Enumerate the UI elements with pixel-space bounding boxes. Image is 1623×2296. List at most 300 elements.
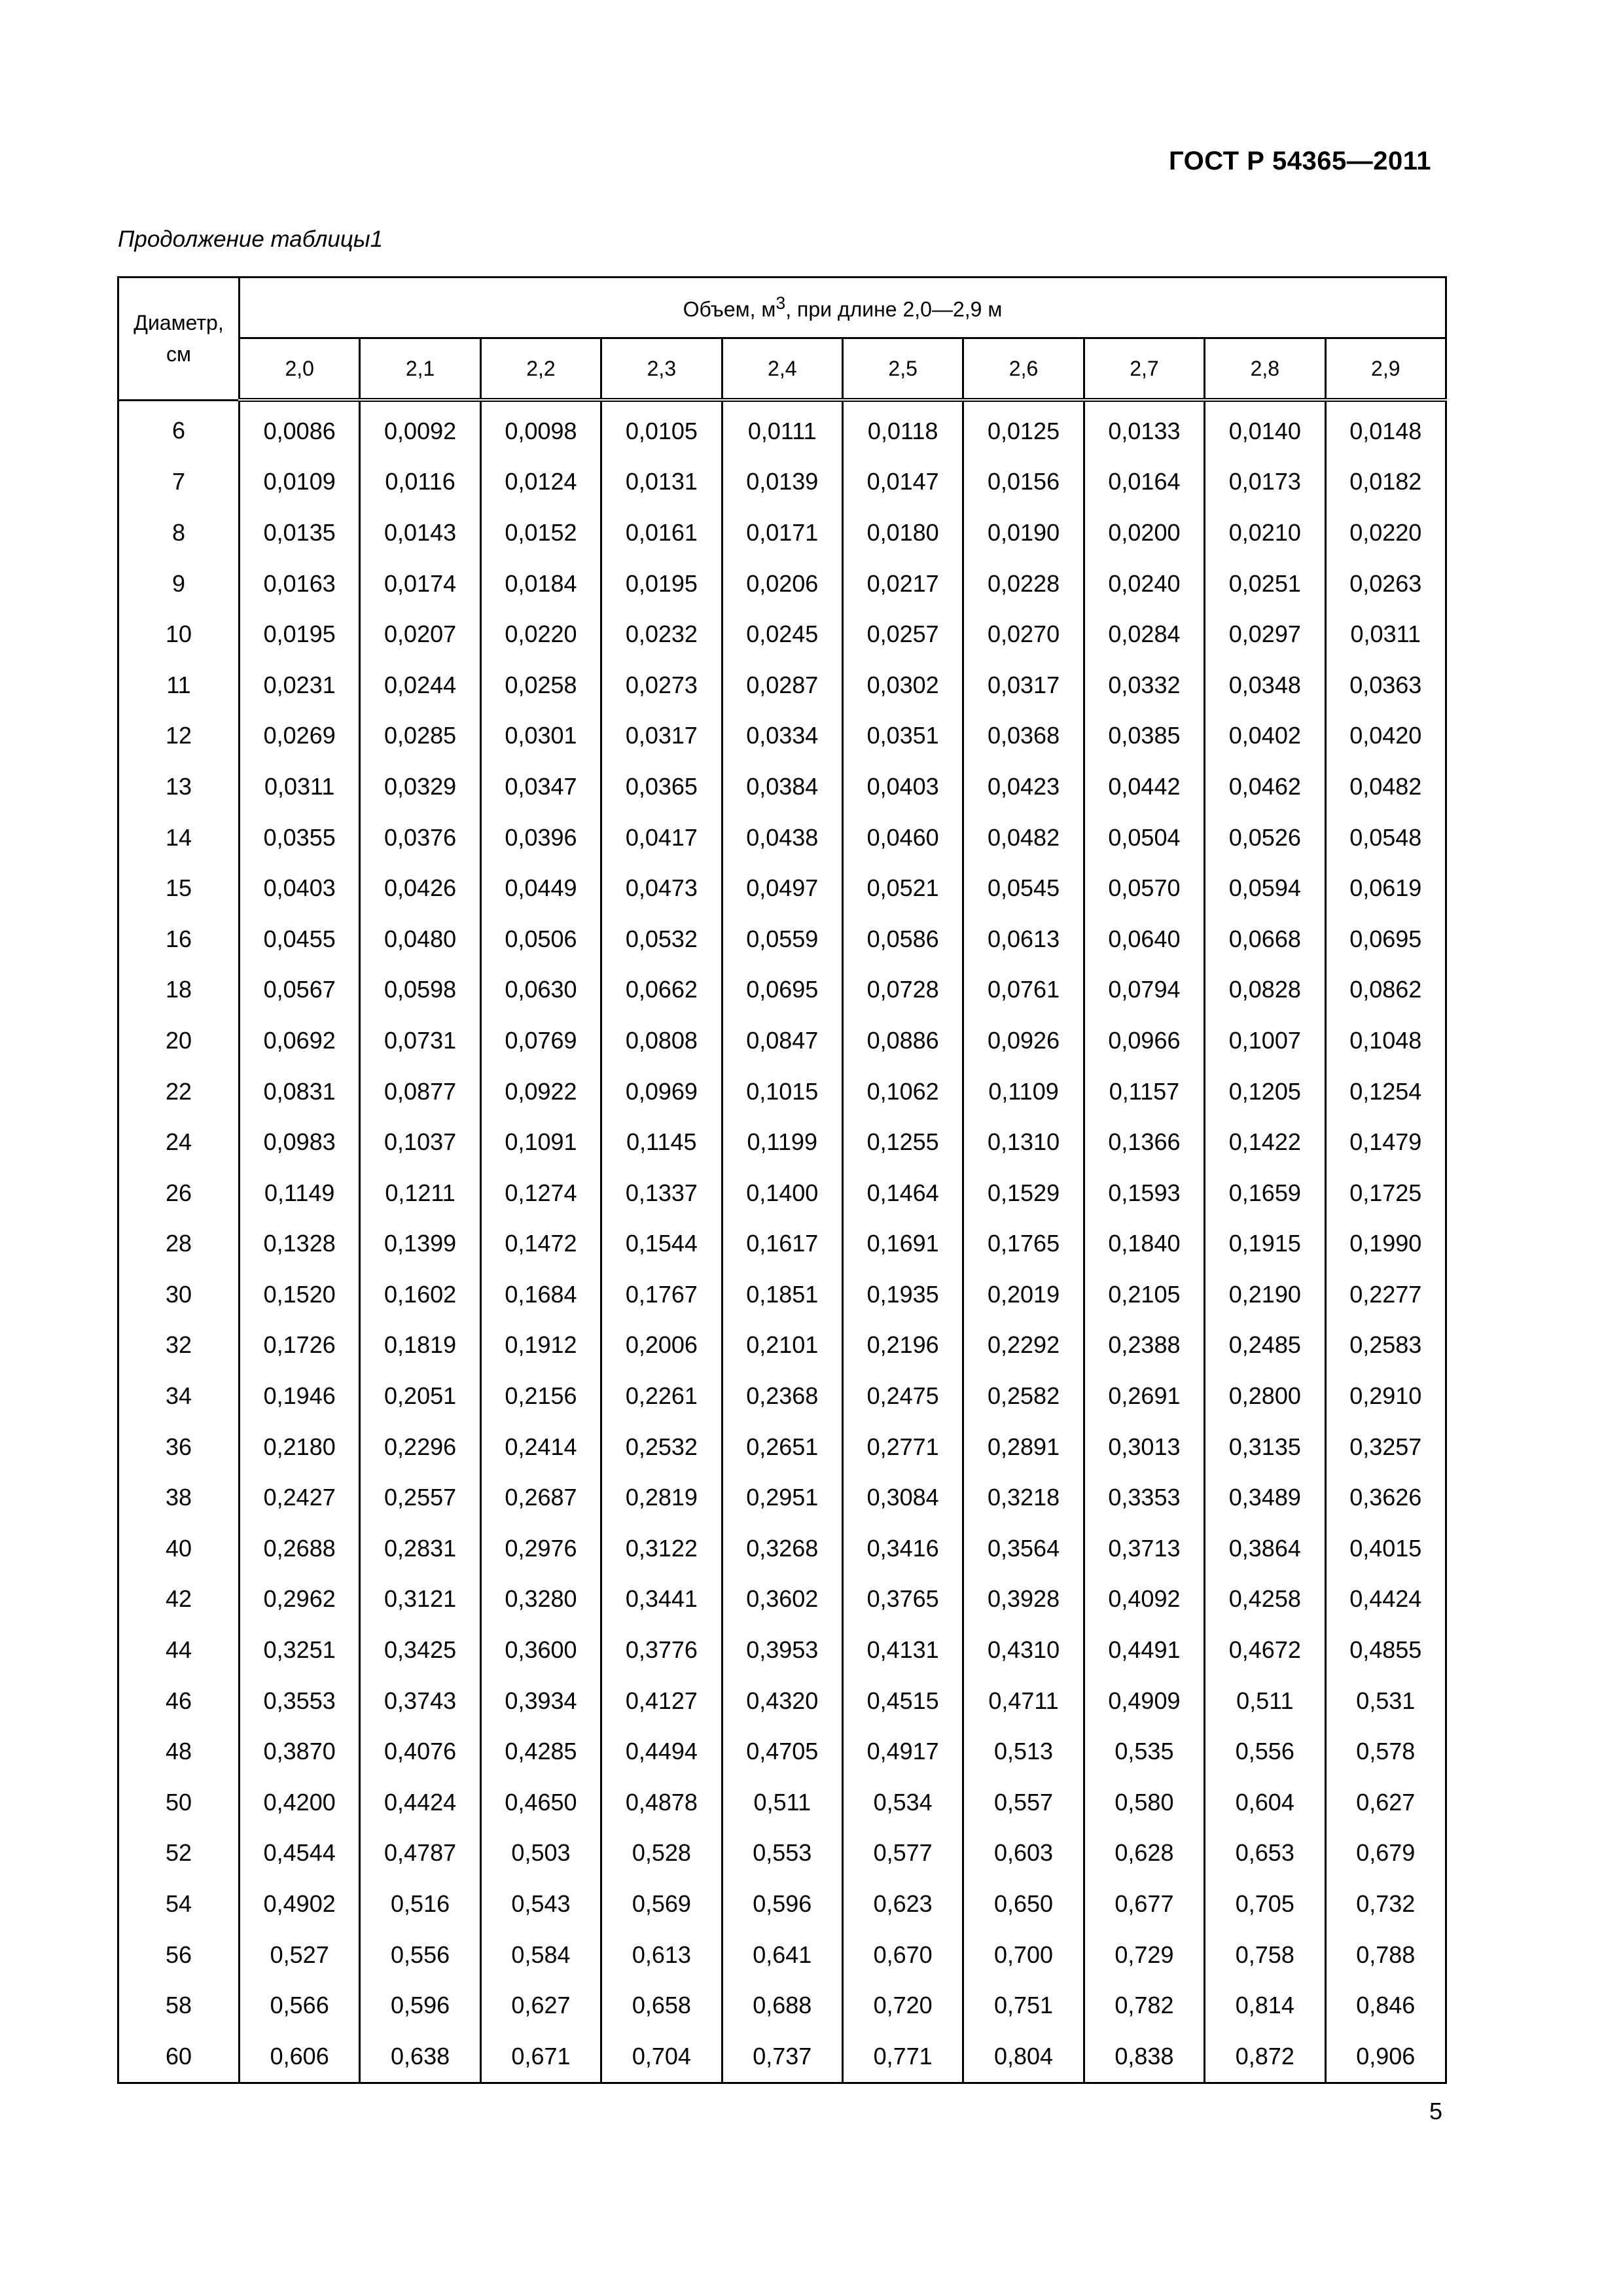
volume-group-length-range: , при длине 2,0—2,9 м <box>785 297 1003 321</box>
volume-cell: 0,4878 <box>601 1777 722 1828</box>
volume-cell: 0,3122 <box>601 1523 722 1574</box>
volume-cell: 0,628 <box>1084 1828 1204 1879</box>
volume-cell: 0,0287 <box>722 660 842 711</box>
volume-cell: 0,0473 <box>601 863 722 914</box>
volume-cell: 0,1015 <box>722 1066 842 1117</box>
diameter-cell: 6 <box>118 400 240 457</box>
table-row <box>118 1726 1446 1777</box>
volume-cell: 0,0598 <box>360 965 480 1016</box>
volume-cell: 0,2277 <box>1325 1269 1446 1320</box>
volume-cell: 0,0317 <box>963 660 1084 711</box>
volume-cell: 0,1037 <box>360 1117 480 1168</box>
volume-cell: 0,0231 <box>240 660 360 711</box>
volume-cell: 0,4855 <box>1325 1624 1446 1676</box>
volume-table-container <box>117 276 1447 2084</box>
volume-cell: 0,0384 <box>722 761 842 812</box>
diameter-cell: 34 <box>118 1371 240 1422</box>
volume-cell: 0,3257 <box>1325 1422 1446 1473</box>
volume-cell: 0,0124 <box>480 457 601 508</box>
volume-cell: 0,1691 <box>842 1219 963 1270</box>
table-row <box>118 609 1446 660</box>
diameter-cell: 50 <box>118 1777 240 1828</box>
volume-cell: 0,3489 <box>1205 1472 1325 1523</box>
volume-cell: 0,2687 <box>480 1472 601 1523</box>
table-row <box>118 1320 1446 1371</box>
volume-cell: 0,0969 <box>601 1066 722 1117</box>
page-number: 5 <box>1429 2098 1442 2125</box>
volume-cell: 0,3218 <box>963 1472 1084 1523</box>
volume-cell: 0,0311 <box>1325 609 1446 660</box>
volume-cell: 0,0532 <box>601 914 722 965</box>
volume-cell: 0,3425 <box>360 1624 480 1676</box>
volume-cell: 0,704 <box>601 2031 722 2083</box>
diameter-cell: 30 <box>118 1269 240 1320</box>
volume-cell: 0,688 <box>722 1980 842 2031</box>
volume-cell: 0,0206 <box>722 558 842 609</box>
volume-cell: 0,658 <box>601 1980 722 2031</box>
volume-cell: 0,4015 <box>1325 1523 1446 1574</box>
table-row <box>118 2031 1446 2083</box>
volume-cell: 0,0251 <box>1205 558 1325 609</box>
volume-cell: 0,641 <box>722 1929 842 1981</box>
volume-cell: 0,0368 <box>963 711 1084 762</box>
length-column-header: 2,0 <box>240 338 360 401</box>
volume-cell: 0,0385 <box>1084 711 1204 762</box>
diameter-cell: 54 <box>118 1878 240 1929</box>
volume-cell: 0,0258 <box>480 660 601 711</box>
volume-cell: 0,0164 <box>1084 457 1204 508</box>
volume-cell: 0,0926 <box>963 1015 1084 1066</box>
diameter-cell: 32 <box>118 1320 240 1371</box>
volume-cell: 0,0462 <box>1205 761 1325 812</box>
length-column-header: 2,6 <box>963 338 1084 401</box>
volume-cell: 0,0311 <box>240 761 360 812</box>
volume-cell: 0,0184 <box>480 558 601 609</box>
volume-cell: 0,613 <box>601 1929 722 1981</box>
volume-cell: 0,0152 <box>480 507 601 558</box>
volume-cell: 0,0118 <box>842 400 963 457</box>
volume-cell: 0,1617 <box>722 1219 842 1270</box>
volume-cell: 0,0133 <box>1084 400 1204 457</box>
table-row <box>118 507 1446 558</box>
volume-cell: 0,2292 <box>963 1320 1084 1371</box>
volume-cell: 0,4902 <box>240 1878 360 1929</box>
volume-cell: 0,4310 <box>963 1624 1084 1676</box>
volume-cell: 0,4917 <box>842 1726 963 1777</box>
volume-cell: 0,0125 <box>963 400 1084 457</box>
volume-cell: 0,0220 <box>480 609 601 660</box>
volume-cell: 0,3268 <box>722 1523 842 1574</box>
volume-cell: 0,0098 <box>480 400 601 457</box>
volume-cell: 0,1109 <box>963 1066 1084 1117</box>
volume-cell: 0,584 <box>480 1929 601 1981</box>
volume-cell: 0,0195 <box>240 609 360 660</box>
diameter-cell: 14 <box>118 812 240 863</box>
volume-cell: 0,3743 <box>360 1676 480 1727</box>
volume-cell: 0,3776 <box>601 1624 722 1676</box>
volume-cell: 0,0174 <box>360 558 480 609</box>
volume-cell: 0,0449 <box>480 863 601 914</box>
volume-cell: 0,535 <box>1084 1726 1204 1777</box>
volume-cell: 0,603 <box>963 1828 1084 1879</box>
volume-cell: 0,557 <box>963 1777 1084 1828</box>
table-row <box>118 914 1446 965</box>
volume-cell: 0,513 <box>963 1726 1084 1777</box>
volume-cell: 0,0200 <box>1084 507 1204 558</box>
volume-table <box>117 276 1447 2084</box>
volume-cell: 0,3251 <box>240 1624 360 1676</box>
volume-cell: 0,4544 <box>240 1828 360 1879</box>
volume-cell: 0,543 <box>480 1878 601 1929</box>
volume-cell: 0,0355 <box>240 812 360 863</box>
volume-cell: 0,1840 <box>1084 1219 1204 1270</box>
table-row <box>118 660 1446 711</box>
volume-cell: 0,1819 <box>360 1320 480 1371</box>
volume-cell: 0,606 <box>240 2031 360 2083</box>
volume-cell: 0,0506 <box>480 914 601 965</box>
volume-cell: 0,3602 <box>722 1574 842 1625</box>
table-header <box>118 278 1446 401</box>
volume-cell: 0,0526 <box>1205 812 1325 863</box>
volume-cell: 0,578 <box>1325 1726 1446 1777</box>
volume-cell: 0,4285 <box>480 1726 601 1777</box>
table-row <box>118 1371 1446 1422</box>
volume-cell: 0,0586 <box>842 914 963 965</box>
volume-cell: 0,1684 <box>480 1269 601 1320</box>
volume-cell: 0,2831 <box>360 1523 480 1574</box>
volume-cell: 0,4076 <box>360 1726 480 1777</box>
volume-cell: 0,534 <box>842 1777 963 1828</box>
diameter-cell: 9 <box>118 558 240 609</box>
volume-cell: 0,1157 <box>1084 1066 1204 1117</box>
volume-cell: 0,0438 <box>722 812 842 863</box>
volume-cell: 0,804 <box>963 2031 1084 2083</box>
volume-cell: 0,670 <box>842 1929 963 1981</box>
volume-cell: 0,2688 <box>240 1523 360 1574</box>
volume-cell: 0,0147 <box>842 457 963 508</box>
table-row <box>118 1269 1446 1320</box>
volume-cell: 0,0270 <box>963 609 1084 660</box>
volume-cell: 0,0297 <box>1205 609 1325 660</box>
table-row <box>118 1929 1446 1981</box>
volume-cell: 0,4424 <box>1325 1574 1446 1625</box>
volume-cell: 0,4515 <box>842 1676 963 1727</box>
diameter-cell: 12 <box>118 711 240 762</box>
volume-cell: 0,0769 <box>480 1015 601 1066</box>
volume-cell: 0,0228 <box>963 558 1084 609</box>
volume-cell: 0,0455 <box>240 914 360 965</box>
volume-cell: 0,0695 <box>1325 914 1446 965</box>
volume-cell: 0,0396 <box>480 812 601 863</box>
diameter-cell: 10 <box>118 609 240 660</box>
volume-cell: 0,1337 <box>601 1168 722 1219</box>
volume-cell: 0,0217 <box>842 558 963 609</box>
volume-cell: 0,0442 <box>1084 761 1204 812</box>
volume-cell: 0,0695 <box>722 965 842 1016</box>
volume-cell: 0,1254 <box>1325 1066 1446 1117</box>
volume-cell: 0,0567 <box>240 965 360 1016</box>
volume-cell: 0,0613 <box>963 914 1084 965</box>
volume-cell: 0,729 <box>1084 1929 1204 1981</box>
volume-cell: 0,0630 <box>480 965 601 1016</box>
table-row <box>118 558 1446 609</box>
volume-cell: 0,0402 <box>1205 711 1325 762</box>
diameter-column-header <box>118 278 240 401</box>
volume-cell: 0,2296 <box>360 1422 480 1473</box>
volume-cell: 0,0594 <box>1205 863 1325 914</box>
volume-cell: 0,2951 <box>722 1472 842 1523</box>
volume-cell: 0,0482 <box>1325 761 1446 812</box>
volume-cell: 0,531 <box>1325 1676 1446 1727</box>
volume-cell: 0,0285 <box>360 711 480 762</box>
volume-cell: 0,0363 <box>1325 660 1446 711</box>
volume-cell: 0,1765 <box>963 1219 1084 1270</box>
volume-cell: 0,569 <box>601 1878 722 1929</box>
volume-cell: 0,0521 <box>842 863 963 914</box>
diameter-cell: 24 <box>118 1117 240 1168</box>
length-column-header: 2,9 <box>1325 338 1446 401</box>
volume-cell: 0,2771 <box>842 1422 963 1473</box>
volume-cell: 0,0794 <box>1084 965 1204 1016</box>
volume-cell: 0,1091 <box>480 1117 601 1168</box>
volume-cell: 0,4424 <box>360 1777 480 1828</box>
volume-cell: 0,0302 <box>842 660 963 711</box>
table-row <box>118 863 1446 914</box>
volume-cell: 0,0240 <box>1084 558 1204 609</box>
volume-cell: 0,0417 <box>601 812 722 863</box>
volume-cell: 0,2910 <box>1325 1371 1446 1422</box>
volume-cell: 0,0497 <box>722 863 842 914</box>
volume-cell: 0,906 <box>1325 2031 1446 2083</box>
volume-cell: 0,3013 <box>1084 1422 1204 1473</box>
diameter-cell: 28 <box>118 1219 240 1270</box>
volume-cell: 0,3416 <box>842 1523 963 1574</box>
length-column-header: 2,3 <box>601 338 722 401</box>
volume-cell: 0,3626 <box>1325 1472 1446 1523</box>
volume-cell: 0,0426 <box>360 863 480 914</box>
volume-cell: 0,0156 <box>963 457 1084 508</box>
table-row <box>118 1523 1446 1574</box>
volume-cell: 0,1593 <box>1084 1168 1204 1219</box>
volume-cell: 0,1725 <box>1325 1168 1446 1219</box>
diameter-cell: 18 <box>118 965 240 1016</box>
volume-cell: 0,1946 <box>240 1371 360 1422</box>
volume-cell: 0,1464 <box>842 1168 963 1219</box>
volume-cell: 0,3084 <box>842 1472 963 1523</box>
volume-cell: 0,0180 <box>842 507 963 558</box>
volume-cell: 0,0460 <box>842 812 963 863</box>
volume-cell: 0,0161 <box>601 507 722 558</box>
table-row <box>118 1878 1446 1929</box>
table-row <box>118 1015 1446 1066</box>
volume-cell: 0,0334 <box>722 711 842 762</box>
diameter-cell: 58 <box>118 1980 240 2031</box>
volume-cell: 0,3928 <box>963 1574 1084 1625</box>
volume-cell: 0,679 <box>1325 1828 1446 1879</box>
volume-cell: 0,4491 <box>1084 1624 1204 1676</box>
volume-cell: 0,0728 <box>842 965 963 1016</box>
volume-cell: 0,671 <box>480 2031 601 2083</box>
volume-cell: 0,0877 <box>360 1066 480 1117</box>
table-row <box>118 1168 1446 1219</box>
volume-cell: 0,627 <box>480 1980 601 2031</box>
volume-cell: 0,2557 <box>360 1472 480 1523</box>
volume-cell: 0,814 <box>1205 1980 1325 2031</box>
table-row <box>118 1574 1446 1625</box>
volume-cell: 0,553 <box>722 1828 842 1879</box>
volume-cell: 0,0173 <box>1205 457 1325 508</box>
diameter-cell: 15 <box>118 863 240 914</box>
volume-cell: 0,1205 <box>1205 1066 1325 1117</box>
volume-cell: 0,3870 <box>240 1726 360 1777</box>
volume-cell: 0,1145 <box>601 1117 722 1168</box>
volume-cell: 0,0245 <box>722 609 842 660</box>
volume-cell: 0,0092 <box>360 400 480 457</box>
volume-cell: 0,0403 <box>842 761 963 812</box>
volume-cell: 0,0263 <box>1325 558 1446 609</box>
volume-cell: 0,1912 <box>480 1320 601 1371</box>
volume-cell: 0,1007 <box>1205 1015 1325 1066</box>
volume-cell: 0,0163 <box>240 558 360 609</box>
volume-cell: 0,653 <box>1205 1828 1325 1879</box>
table-row <box>118 457 1446 508</box>
volume-cell: 0,1199 <box>722 1117 842 1168</box>
volume-cell: 0,2101 <box>722 1320 842 1371</box>
volume-cell: 0,1659 <box>1205 1168 1325 1219</box>
volume-cell: 0,596 <box>722 1878 842 1929</box>
volume-cell: 0,2006 <box>601 1320 722 1371</box>
volume-cell: 0,0761 <box>963 965 1084 1016</box>
volume-cell: 0,0135 <box>240 507 360 558</box>
volume-cell: 0,2196 <box>842 1320 963 1371</box>
volume-cell: 0,0210 <box>1205 507 1325 558</box>
volume-cell: 0,2962 <box>240 1574 360 1625</box>
volume-cell: 0,1544 <box>601 1219 722 1270</box>
volume-cell: 0,1851 <box>722 1269 842 1320</box>
volume-cell: 0,0171 <box>722 507 842 558</box>
volume-cell: 0,2976 <box>480 1523 601 1574</box>
table-row <box>118 1777 1446 1828</box>
volume-cell: 0,3600 <box>480 1624 601 1676</box>
volume-cell: 0,2414 <box>480 1422 601 1473</box>
volume-cell: 0,0570 <box>1084 863 1204 914</box>
volume-cell: 0,3564 <box>963 1523 1084 1574</box>
length-column-header: 2,4 <box>722 338 842 401</box>
volume-cell: 0,1767 <box>601 1269 722 1320</box>
volume-cell: 0,2485 <box>1205 1320 1325 1371</box>
volume-cell: 0,751 <box>963 1980 1084 2031</box>
diameter-cell: 7 <box>118 457 240 508</box>
volume-cell: 0,0692 <box>240 1015 360 1066</box>
volume-cell: 0,2651 <box>722 1422 842 1473</box>
volume-cell: 0,527 <box>240 1929 360 1981</box>
table-row <box>118 1066 1446 1117</box>
volume-cell: 0,1529 <box>963 1168 1084 1219</box>
volume-cell: 0,3953 <box>722 1624 842 1676</box>
volume-cell: 0,2051 <box>360 1371 480 1422</box>
volume-cell: 0,0482 <box>963 812 1084 863</box>
volume-cell: 0,2427 <box>240 1472 360 1523</box>
volume-cell: 0,0828 <box>1205 965 1325 1016</box>
length-column-header: 2,5 <box>842 338 963 401</box>
volume-cell: 0,0086 <box>240 400 360 457</box>
volume-cell: 0,0886 <box>842 1015 963 1066</box>
volume-cell: 0,2475 <box>842 1371 963 1422</box>
volume-cell: 0,0545 <box>963 863 1084 914</box>
volume-cell: 0,846 <box>1325 1980 1446 2031</box>
table-row <box>118 1422 1446 1473</box>
document-code: ГОСТ Р 54365—2011 <box>1169 147 1431 175</box>
table-row <box>118 1828 1446 1879</box>
volume-cell: 0,627 <box>1325 1777 1446 1828</box>
volume-cell: 0,4258 <box>1205 1574 1325 1625</box>
volume-cell: 0,4650 <box>480 1777 601 1828</box>
volume-cell: 0,2105 <box>1084 1269 1204 1320</box>
volume-cell: 0,1520 <box>240 1269 360 1320</box>
volume-cell: 0,720 <box>842 1980 963 2031</box>
volume-cell: 0,0403 <box>240 863 360 914</box>
volume-cell: 0,1915 <box>1205 1219 1325 1270</box>
diameter-cell: 40 <box>118 1523 240 1574</box>
volume-cell: 0,511 <box>722 1777 842 1828</box>
diameter-label: Диаметр, <box>134 311 224 335</box>
volume-cell: 0,0207 <box>360 609 480 660</box>
diameter-cell: 42 <box>118 1574 240 1625</box>
volume-cell: 0,1062 <box>842 1066 963 1117</box>
volume-cell: 0,0365 <box>601 761 722 812</box>
table-row <box>118 711 1446 762</box>
volume-cell: 0,4672 <box>1205 1624 1325 1676</box>
volume-cell: 0,872 <box>1205 2031 1325 2083</box>
volume-cell: 0,0332 <box>1084 660 1204 711</box>
volume-cell: 0,0284 <box>1084 609 1204 660</box>
volume-cell: 0,2261 <box>601 1371 722 1422</box>
volume-cell: 0,1048 <box>1325 1015 1446 1066</box>
table-row <box>118 965 1446 1016</box>
volume-cell: 0,596 <box>360 1980 480 2031</box>
volume-cell: 0,771 <box>842 2031 963 2083</box>
diameter-cell: 48 <box>118 1726 240 1777</box>
diameter-cell: 52 <box>118 1828 240 1879</box>
volume-cell: 0,3864 <box>1205 1523 1325 1574</box>
volume-cell: 0,0244 <box>360 660 480 711</box>
volume-cell: 0,1400 <box>722 1168 842 1219</box>
volume-cell: 0,1310 <box>963 1117 1084 1168</box>
volume-cell: 0,3553 <box>240 1676 360 1727</box>
diameter-cell: 26 <box>118 1168 240 1219</box>
volume-cell: 0,3280 <box>480 1574 601 1625</box>
volume-cell: 0,516 <box>360 1878 480 1929</box>
volume-cell: 0,0105 <box>601 400 722 457</box>
volume-cell: 0,4127 <box>601 1676 722 1727</box>
volume-cell: 0,0862 <box>1325 965 1446 1016</box>
volume-cell: 0,2582 <box>963 1371 1084 1422</box>
volume-cell: 0,3121 <box>360 1574 480 1625</box>
volume-cell: 0,4705 <box>722 1726 842 1777</box>
volume-cell: 0,2190 <box>1205 1269 1325 1320</box>
length-column-header: 2,8 <box>1205 338 1325 401</box>
volume-cell: 0,0351 <box>842 711 963 762</box>
volume-cell: 0,556 <box>1205 1726 1325 1777</box>
volume-cell: 0,1255 <box>842 1117 963 1168</box>
diameter-unit: см <box>166 342 191 367</box>
diameter-cell: 20 <box>118 1015 240 1066</box>
volume-cell: 0,0808 <box>601 1015 722 1066</box>
volume-cell: 0,3713 <box>1084 1523 1204 1574</box>
volume-cell: 0,4092 <box>1084 1574 1204 1625</box>
volume-cell: 0,638 <box>360 2031 480 2083</box>
volume-cell: 0,0220 <box>1325 507 1446 558</box>
